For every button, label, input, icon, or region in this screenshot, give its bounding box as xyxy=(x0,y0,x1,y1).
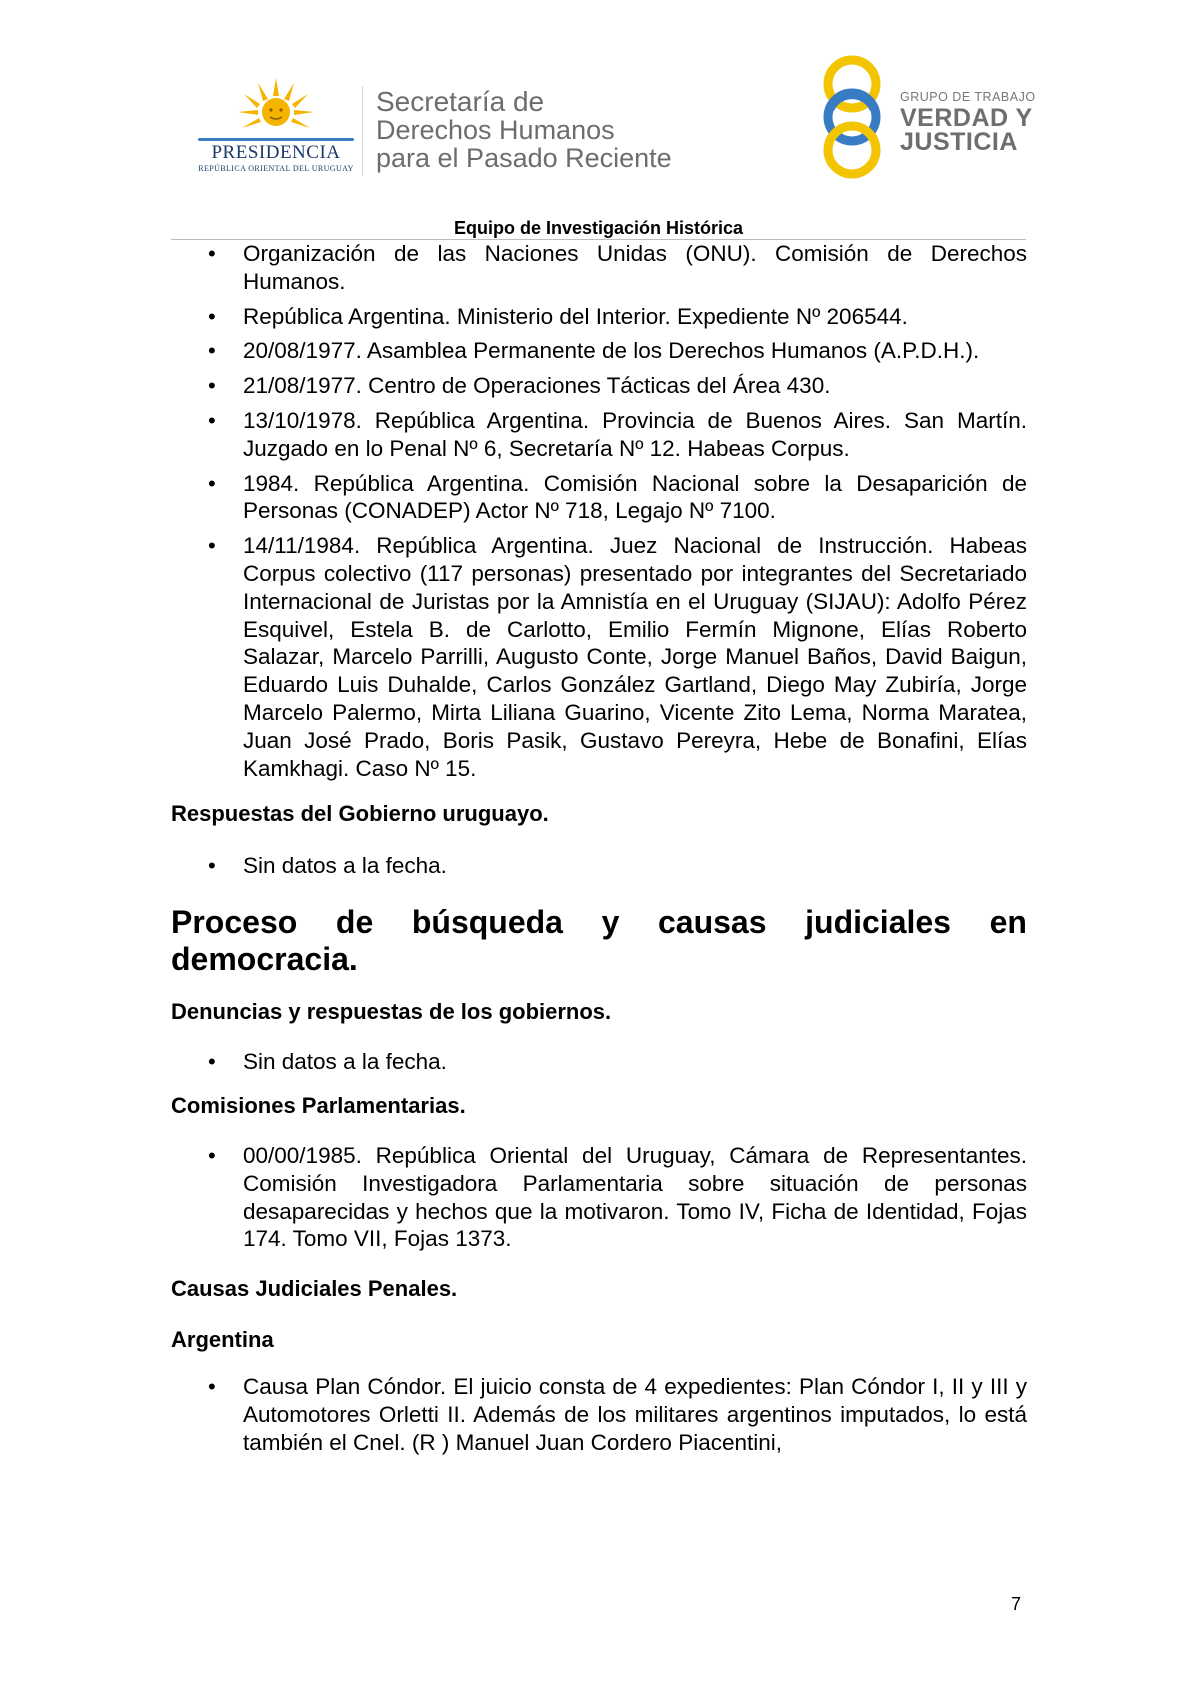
list-item: • Organización de las Naciones Unidas (ONU). Comisión de Derechos Humanos. xyxy=(171,240,1027,296)
list-item: • República Argentina. Ministerio del Interior. Expediente Nº 206544. xyxy=(171,303,1027,331)
list-item: • Sin datos a la fecha. xyxy=(171,1048,1027,1076)
heading-word: de xyxy=(335,904,374,941)
proceso-heading-line-2: democracia. xyxy=(171,941,358,978)
list-item: • 20/08/1977. Asamblea Permanente de los Derechos Humanos (A.P.D.H.). xyxy=(171,337,1027,365)
rings-icon xyxy=(818,54,894,180)
comisiones-heading: Comisiones Parlamentarias. xyxy=(171,1092,466,1118)
sources-list xyxy=(171,240,1027,782)
heading-word: en xyxy=(989,904,1027,941)
gtvj-small-text: GRUPO DE TRABAJO xyxy=(900,90,1036,104)
respuestas-heading: Respuestas del Gobierno uruguayo. xyxy=(171,801,549,827)
list-item: • 1984. República Argentina. Comisión Nacional sobre la Desaparición de Personas (CONADEP) Actor Nº 718, Legajo Nº 7100. xyxy=(171,470,1027,526)
document-body xyxy=(171,240,1027,1464)
denuncias-heading: Denuncias y respuestas de los gobiernos. xyxy=(171,999,612,1025)
heading-word: judiciales xyxy=(805,904,951,941)
secretaria-line-1: Secretaría de xyxy=(376,86,545,117)
heading-word: y xyxy=(601,904,620,941)
gtvj-big-text-2: JUSTICIA xyxy=(900,128,1018,156)
secretaria-title xyxy=(376,88,706,172)
causas-heading: Causas Judiciales Penales. xyxy=(171,1276,458,1302)
list-item: • 14/11/1984. República Argentina. Juez Nacional de Instrucción. Habeas Corpus colectivo (117 personas) presentado por integrantes del Secretariado Internacional de Juristas por la Amnistía en el Uruguay (SIJAU): Adolfo Pérez Esquivel, Estela B. de Carlotto, Emilio Fermín Mignone, Elías Roberto Salazar, Marcelo Parrilli, Augusto Conte, Jorge Manuel Baños, David Baigun, Eduardo Luis Duhalde, Carlos González Gartland, Diego May Zubiría, Jorge Marcelo Palermo, Mirta Liliana Guarino, Vicente Zito Lema, Norma Maratea, Juan José Prado, Boris Pasik, Gustavo Pereyra, Hebe de Bonafini, Elías Kamkhagi. Caso Nº 15. xyxy=(171,532,1027,782)
list-item: • Sin datos a la fecha. xyxy=(171,852,1027,880)
page-header xyxy=(0,0,1190,240)
header-divider xyxy=(362,86,363,176)
proceso-heading xyxy=(171,904,1027,978)
secretaria-line-3: para el Pasado Reciente xyxy=(376,143,672,173)
list-item: • 21/08/1977. Centro de Operaciones Tácticas del Área 430. xyxy=(171,372,1027,400)
presidencia-logo xyxy=(196,78,356,178)
heading-word: Proceso xyxy=(171,904,298,941)
respuestas-list xyxy=(171,852,1027,880)
gtvj-big-text-1: VERDAD Y xyxy=(900,104,1033,132)
secretaria-line-2: Derechos Humanos xyxy=(376,115,615,145)
comisiones-list xyxy=(171,1142,1027,1253)
heading-word: causas xyxy=(657,904,767,941)
argentina-heading: Argentina xyxy=(171,1327,274,1353)
list-item: • 13/10/1978. República Argentina. Provincia de Buenos Aires. San Martín. Juzgado en lo Penal Nº 6, Secretaría Nº 12. Habeas Corpus. xyxy=(171,407,1027,463)
verdad-y-justicia-logo xyxy=(818,54,1038,184)
presidencia-logo-text: PRESIDENCIA xyxy=(211,142,341,163)
heading-word: búsqueda xyxy=(411,904,563,941)
list-item: • Causa Plan Cóndor. El juicio consta de 4 expedientes: Plan Cóndor I, II y III y Automotores Orletti II. Además de los militares argentinos imputados, lo está también el Cnel. (R ) Manuel Juan Cordero Piacentini, xyxy=(171,1373,1027,1456)
page-number: 7 xyxy=(1011,1594,1022,1614)
list-item: • 00/00/1985. República Oriental del Uruguay, Cámara de Representantes. Comisión Investigadora Parlamentaria sobre situación de personas desaparecidas y hechos que la motivaron. Tomo IV, Ficha de Identidad, Fojas 174. Tomo VII, Fojas 1373. xyxy=(171,1142,1027,1253)
presidencia-logo-subtext: REPÚBLICA ORIENTAL DEL URUGUAY xyxy=(198,164,354,173)
team-title: Equipo de Investigación Histórica xyxy=(453,218,744,238)
presidencia-line xyxy=(198,138,354,141)
causas-list xyxy=(171,1373,1027,1456)
sun-icon xyxy=(238,78,314,134)
denuncias-list xyxy=(171,1048,1027,1076)
proceso-heading-line-1 xyxy=(171,904,1027,941)
